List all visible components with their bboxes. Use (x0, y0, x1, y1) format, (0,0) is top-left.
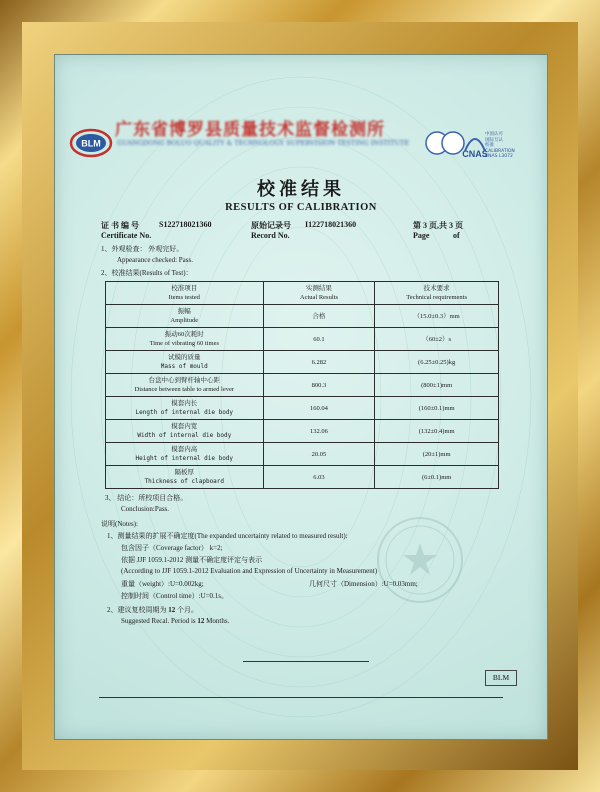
cert-no-label-en: Certificate No. (101, 231, 152, 240)
page-number-cn: 第 3 页,共 3 页 (413, 221, 463, 230)
cert-no-label-cn: 证 书 编 号 (101, 221, 139, 230)
notes-line-7: 2、建议复校周期为 12 个月。 (107, 606, 198, 614)
header-requirements: 技术要求 Technical requirements (375, 282, 499, 305)
appearance-en: Appearance checked: Pass. (117, 256, 193, 264)
title-cn: 校准结果 (257, 179, 345, 200)
footer-divider (99, 697, 503, 698)
seal-stamp (375, 515, 465, 605)
institute-name-cn: 广东省博罗县质量技术监督检测所 (115, 120, 385, 140)
conclusion-cn: 3、 结论：所校项目合格。 (105, 494, 188, 502)
page-label-en: Page (413, 231, 430, 240)
table-row: 振幅 Amplitude 合格 （15.0±0.3）mm (106, 305, 499, 328)
table-row: 试模的质量 Mass of mould 6.282 (6.25±0.25)kg (106, 351, 499, 374)
notes-line-5a: 重量（weight）:U=0.002kg; (121, 580, 204, 588)
notes-line-4: (According to JJF 1059.1-2012 Evaluation and Expression of Uncertainty in Measurement) (121, 567, 378, 575)
header-results: 实测结果 Actual Results (263, 282, 375, 305)
cert-no-value: S122718021360 (159, 220, 212, 229)
table-row: 台盘中心到臂杆轴中心距 Distance between table to armed lever 800.3 (800±1)mm (106, 374, 499, 397)
table-header-row (106, 282, 499, 305)
cnas-label: CNAS (462, 149, 488, 159)
notes-heading: 说明(Notes): (101, 520, 138, 528)
blm-logo-text: BLM (81, 138, 101, 149)
blm-footer-box: BLM (485, 670, 517, 686)
cnas-caption: 中国认可 国际互认 校准 CALIBRATION CNAS L3072 (485, 132, 515, 159)
blm-logo (69, 121, 113, 165)
table-row: 振动60次耗时 Time of vibrating 60 times 60.1 （60±2）s (106, 328, 499, 351)
title-en: RESULTS OF CALIBRATION (225, 202, 377, 213)
certificate-page (54, 54, 548, 740)
results-heading: 2、校准结果(Results of Test)： (101, 269, 193, 277)
record-no-value: I122718021360 (305, 220, 357, 229)
notes-line-3: 依据 JJF 1059.1-2012 测量不确定度评定与表示 (121, 556, 263, 564)
conclusion-en: Conclusion:Pass. (121, 505, 170, 513)
institute-name-en: GUANGDONG BOLUO QUALITY & TECHNOLOGY SUPERVISION TESTING INSTITUTE (117, 139, 410, 147)
of-label-en: of (453, 231, 460, 240)
appearance-cn: 1、外观检查： 外观完好。 (101, 245, 184, 253)
table-row: 模套内长 Length of internal die body 160.04 (160±0.1)mm (106, 397, 499, 420)
results-table (105, 281, 499, 489)
record-no-label-en: Record No. (251, 231, 290, 240)
table-row: 模套内宽 Width of internal die body 132.06 (132±0.4)mm (106, 420, 499, 443)
table-row: 模套内高 Height of internal die body 20.05 (20±1)mm (106, 443, 499, 466)
notes-line-6: 控制时间（Control time）:U=0.1s。 (121, 592, 229, 600)
record-no-label-cn: 原始记录号 (251, 221, 291, 230)
notes-line-8: Suggested Recal. Period is 12 Months. (121, 617, 230, 625)
notes-line-5b: 几何尺寸（Dimension）:U=0.03mm; (309, 580, 418, 588)
signature-line (243, 661, 369, 662)
table-row: 隔板厚 Thickness of clapboard 6.03 (6±0.1)mm (106, 466, 499, 489)
notes-line-2: 包含因子（Coverage factor） k=2; (121, 544, 223, 552)
notes-line-1: 1、测量结果的扩展不确定度(The expanded uncertainty related to measured result): (107, 532, 348, 540)
header-items: 校准项目 Items tested (106, 282, 264, 305)
accreditation-badges (425, 121, 543, 165)
